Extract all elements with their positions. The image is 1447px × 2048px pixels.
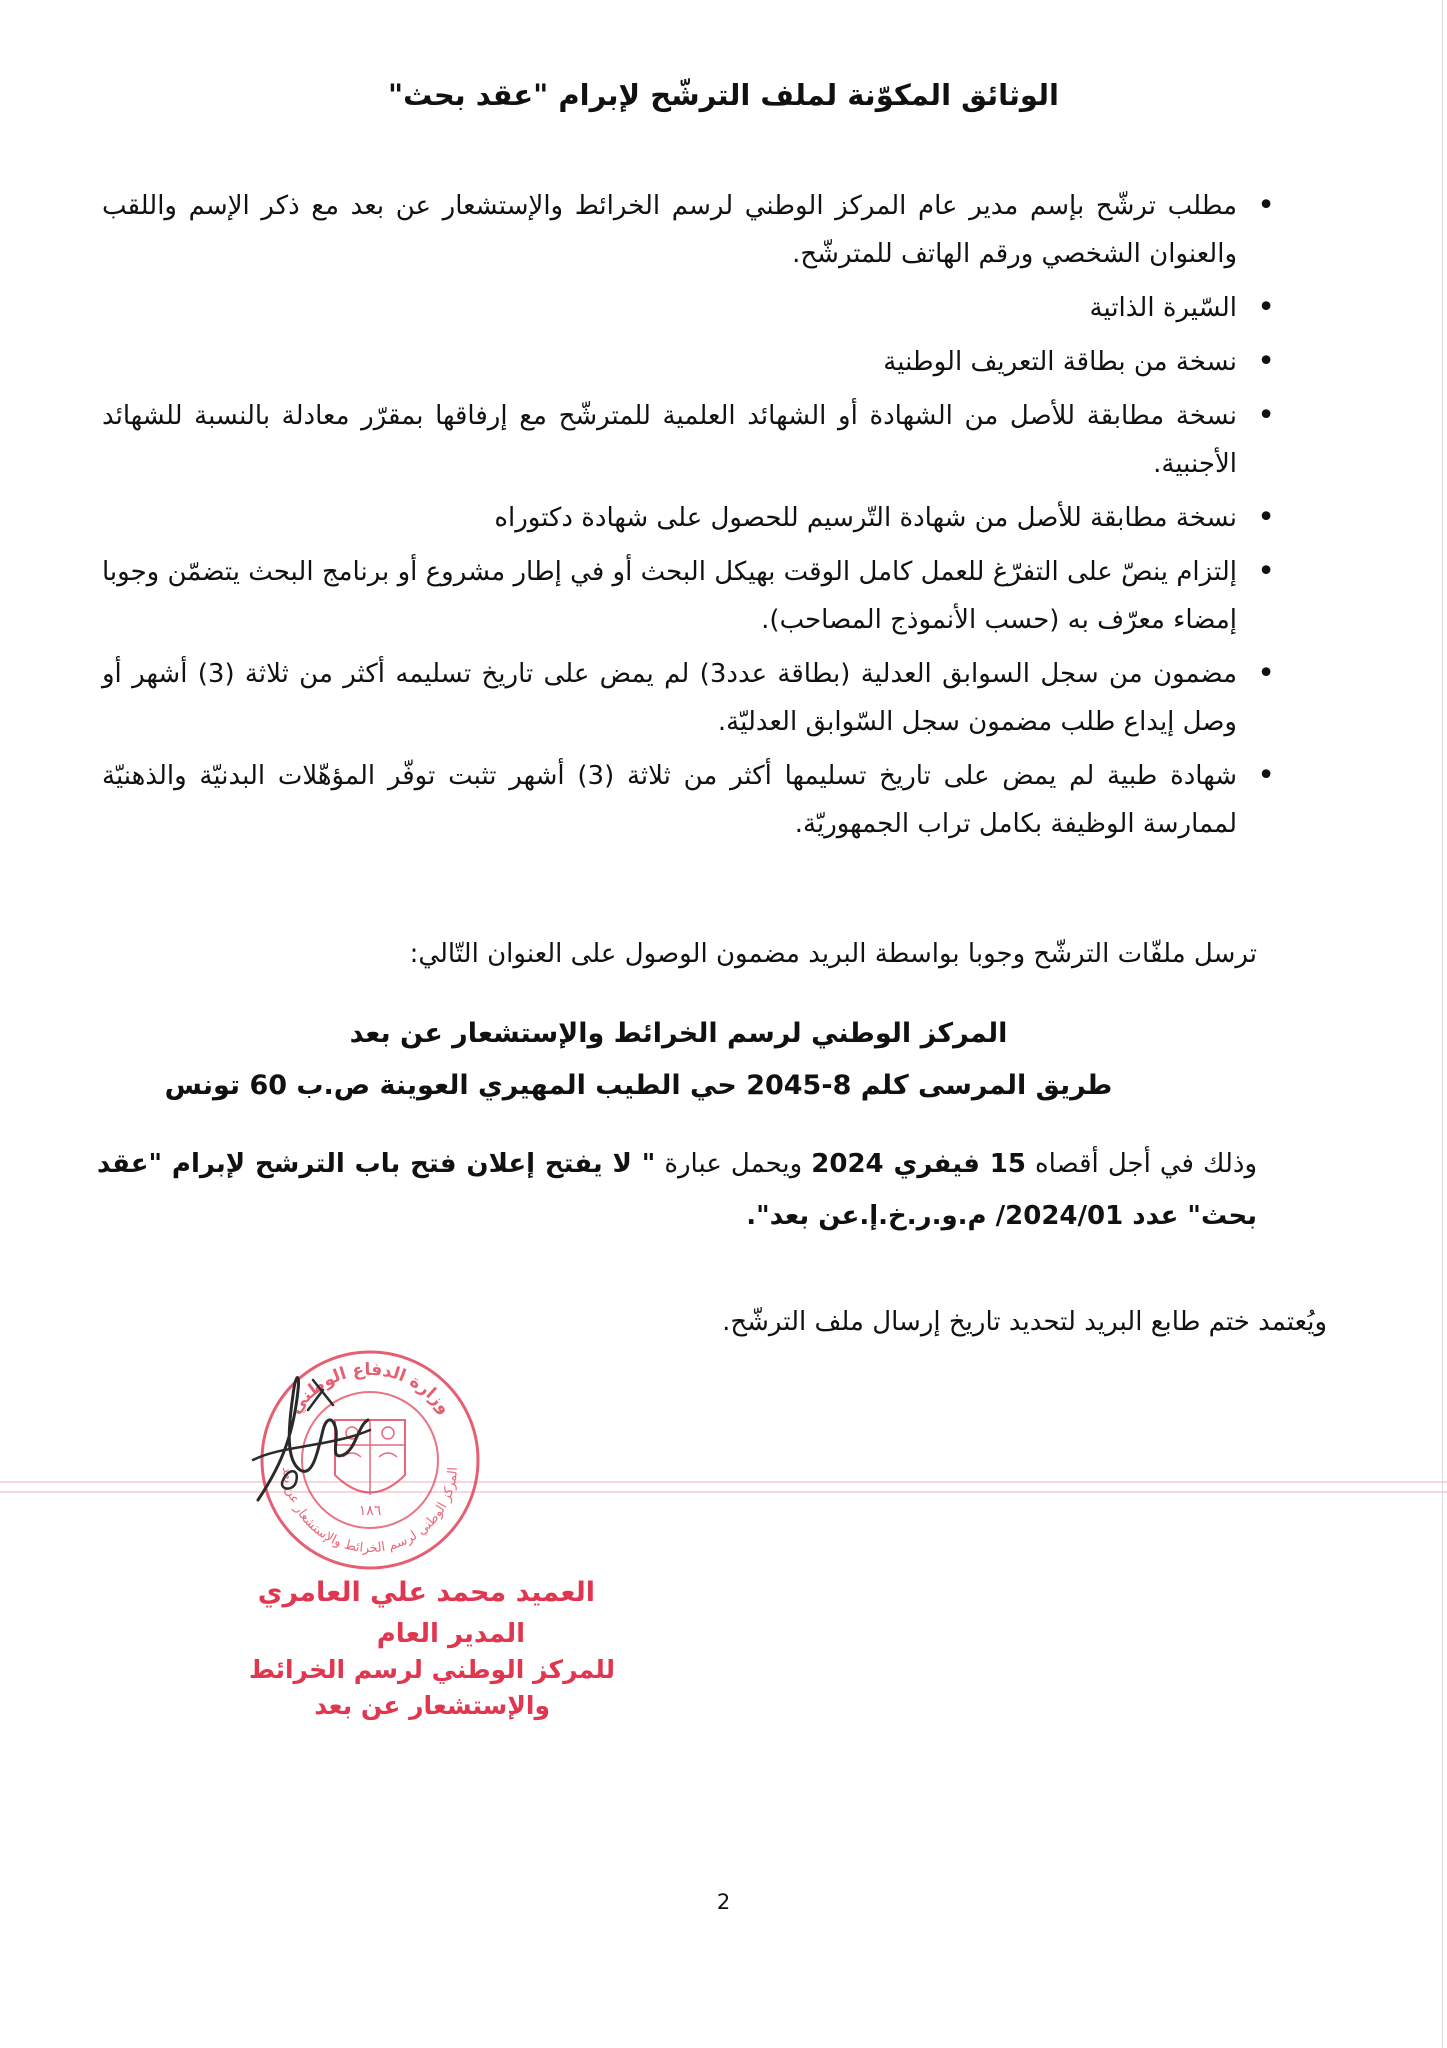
scan-artifact-line xyxy=(0,1481,1447,1483)
list-item-text: إلتزام ينصّ على التفرّغ للعمل كامل الوقت بهيكل البحث أو في إطار مشروع أو برنامج البحث يتضمّن وجوبا إمضاء معرّف به (حسب الأنموذج المصاحب). xyxy=(102,557,1237,635)
list-item xyxy=(102,182,1275,278)
stamp-bottom-text: المركز الوطني لرسم الخرائط والإستشعار عن بعد xyxy=(278,1466,461,1557)
bullet-icon: • xyxy=(1257,656,1275,691)
signature-block xyxy=(195,1570,615,1724)
list-item xyxy=(102,284,1275,332)
list-item-text: شهادة طبية لم يمض على تاريخ تسليمها أكثر من ثلاثة (3) أشهر تثبت توفّر المؤهّلات البدنيّة والذهنيّة لممارسة الوظيفة بكامل تراب الجمهوريّة. xyxy=(102,761,1237,839)
page-title: الوثائق المكوّنة لملف الترشّح لإبرام "عقد بحث" xyxy=(388,78,1059,112)
list-item xyxy=(102,650,1275,746)
scan-artifact-line xyxy=(0,1491,1447,1493)
signatory-org-line-1: للمركز الوطني لرسم الخرائط xyxy=(248,1655,615,1684)
mailing-address xyxy=(0,1008,1447,1112)
submission-note: ترسل ملفّات الترشّح وجوبا بواسطة البريد مضمون الوصول على العنوان التّالي: xyxy=(409,939,1257,969)
bullet-icon: • xyxy=(1257,344,1275,379)
deadline-date: 15 فيفري 2024 xyxy=(811,1149,1026,1179)
deadline-prefix: وذلك في أجل أقصاه xyxy=(1035,1149,1258,1179)
deadline-phrase: " لا يفتح إعلان فتح باب الترشح لإبرام "عقد بحث" عدد 2024/01/ م.و.ر.خ.إ.عن بعد". xyxy=(97,1149,1257,1231)
requirements-list xyxy=(102,182,1275,854)
handwritten-signature xyxy=(238,1350,378,1510)
list-item-text: السّيرة الذاتية xyxy=(1089,293,1237,323)
list-item xyxy=(102,338,1275,386)
list-item-text: مطلب ترشّح بإسم مدير عام المركز الوطني لرسم الخرائط والإستشعار عن بعد مع ذكر الإسم واللقب والعنوان الشخصي ورقم الهاتف للمترشّح. xyxy=(102,191,1237,269)
list-item xyxy=(102,494,1275,542)
signatory-name: العميد محمد علي العامري xyxy=(257,1577,595,1608)
stamp-inner-text: ١٨٦ xyxy=(358,1503,382,1519)
list-item-text: مضمون من سجل السوابق العدلية (بطاقة عدد3) لم يمض على تاريخ تسليمه أكثر من ثلاثة (3) أشهر أو وصل إيداع طلب مضمون سجل السّوابق العدليّة. xyxy=(102,659,1237,737)
list-item-text: نسخة مطابقة للأصل من شهادة التّرسيم للحصول على شهادة دكتوراه xyxy=(494,503,1237,533)
bullet-icon: • xyxy=(1257,188,1275,223)
deadline-paragraph xyxy=(97,1138,1257,1242)
bullet-icon: • xyxy=(1257,554,1275,589)
signatory-org-line-2: والإستشعار عن بعد xyxy=(314,1691,550,1720)
signatory-title: المدير العام xyxy=(376,1619,525,1649)
bullet-icon: • xyxy=(1257,290,1275,325)
bullet-icon: • xyxy=(1257,758,1275,793)
bullet-icon: • xyxy=(1257,398,1275,433)
stamp-top-text: وزارة الدفاع الوطني xyxy=(285,1359,455,1418)
deadline-middle: ويحمل عبارة xyxy=(664,1149,803,1179)
bullet-icon: • xyxy=(1257,500,1275,535)
list-item xyxy=(102,548,1275,644)
list-item xyxy=(102,752,1275,848)
page-number: 2 xyxy=(716,1890,731,1914)
list-item-text: نسخة مطابقة للأصل من الشهادة أو الشهائد العلمية للمترشّح مع إرفاقها بمقرّر معادلة بالنسبة للشهائد الأجنبية. xyxy=(102,401,1237,479)
list-item-text: نسخة من بطاقة التعريف الوطنية xyxy=(883,347,1237,377)
postmark-note: ويُعتمد ختم طابع البريد لتحديد تاريخ إرسال ملف الترشّح. xyxy=(722,1307,1327,1337)
list-item xyxy=(102,392,1275,488)
address-line-2: طريق المرسى كلم 8-2045 حي الطيب المهيري العوينة ص.ب 60 تونس xyxy=(164,1070,1113,1101)
address-line-1: المركز الوطني لرسم الخرائط والإستشعار عن بعد xyxy=(349,1018,1008,1049)
